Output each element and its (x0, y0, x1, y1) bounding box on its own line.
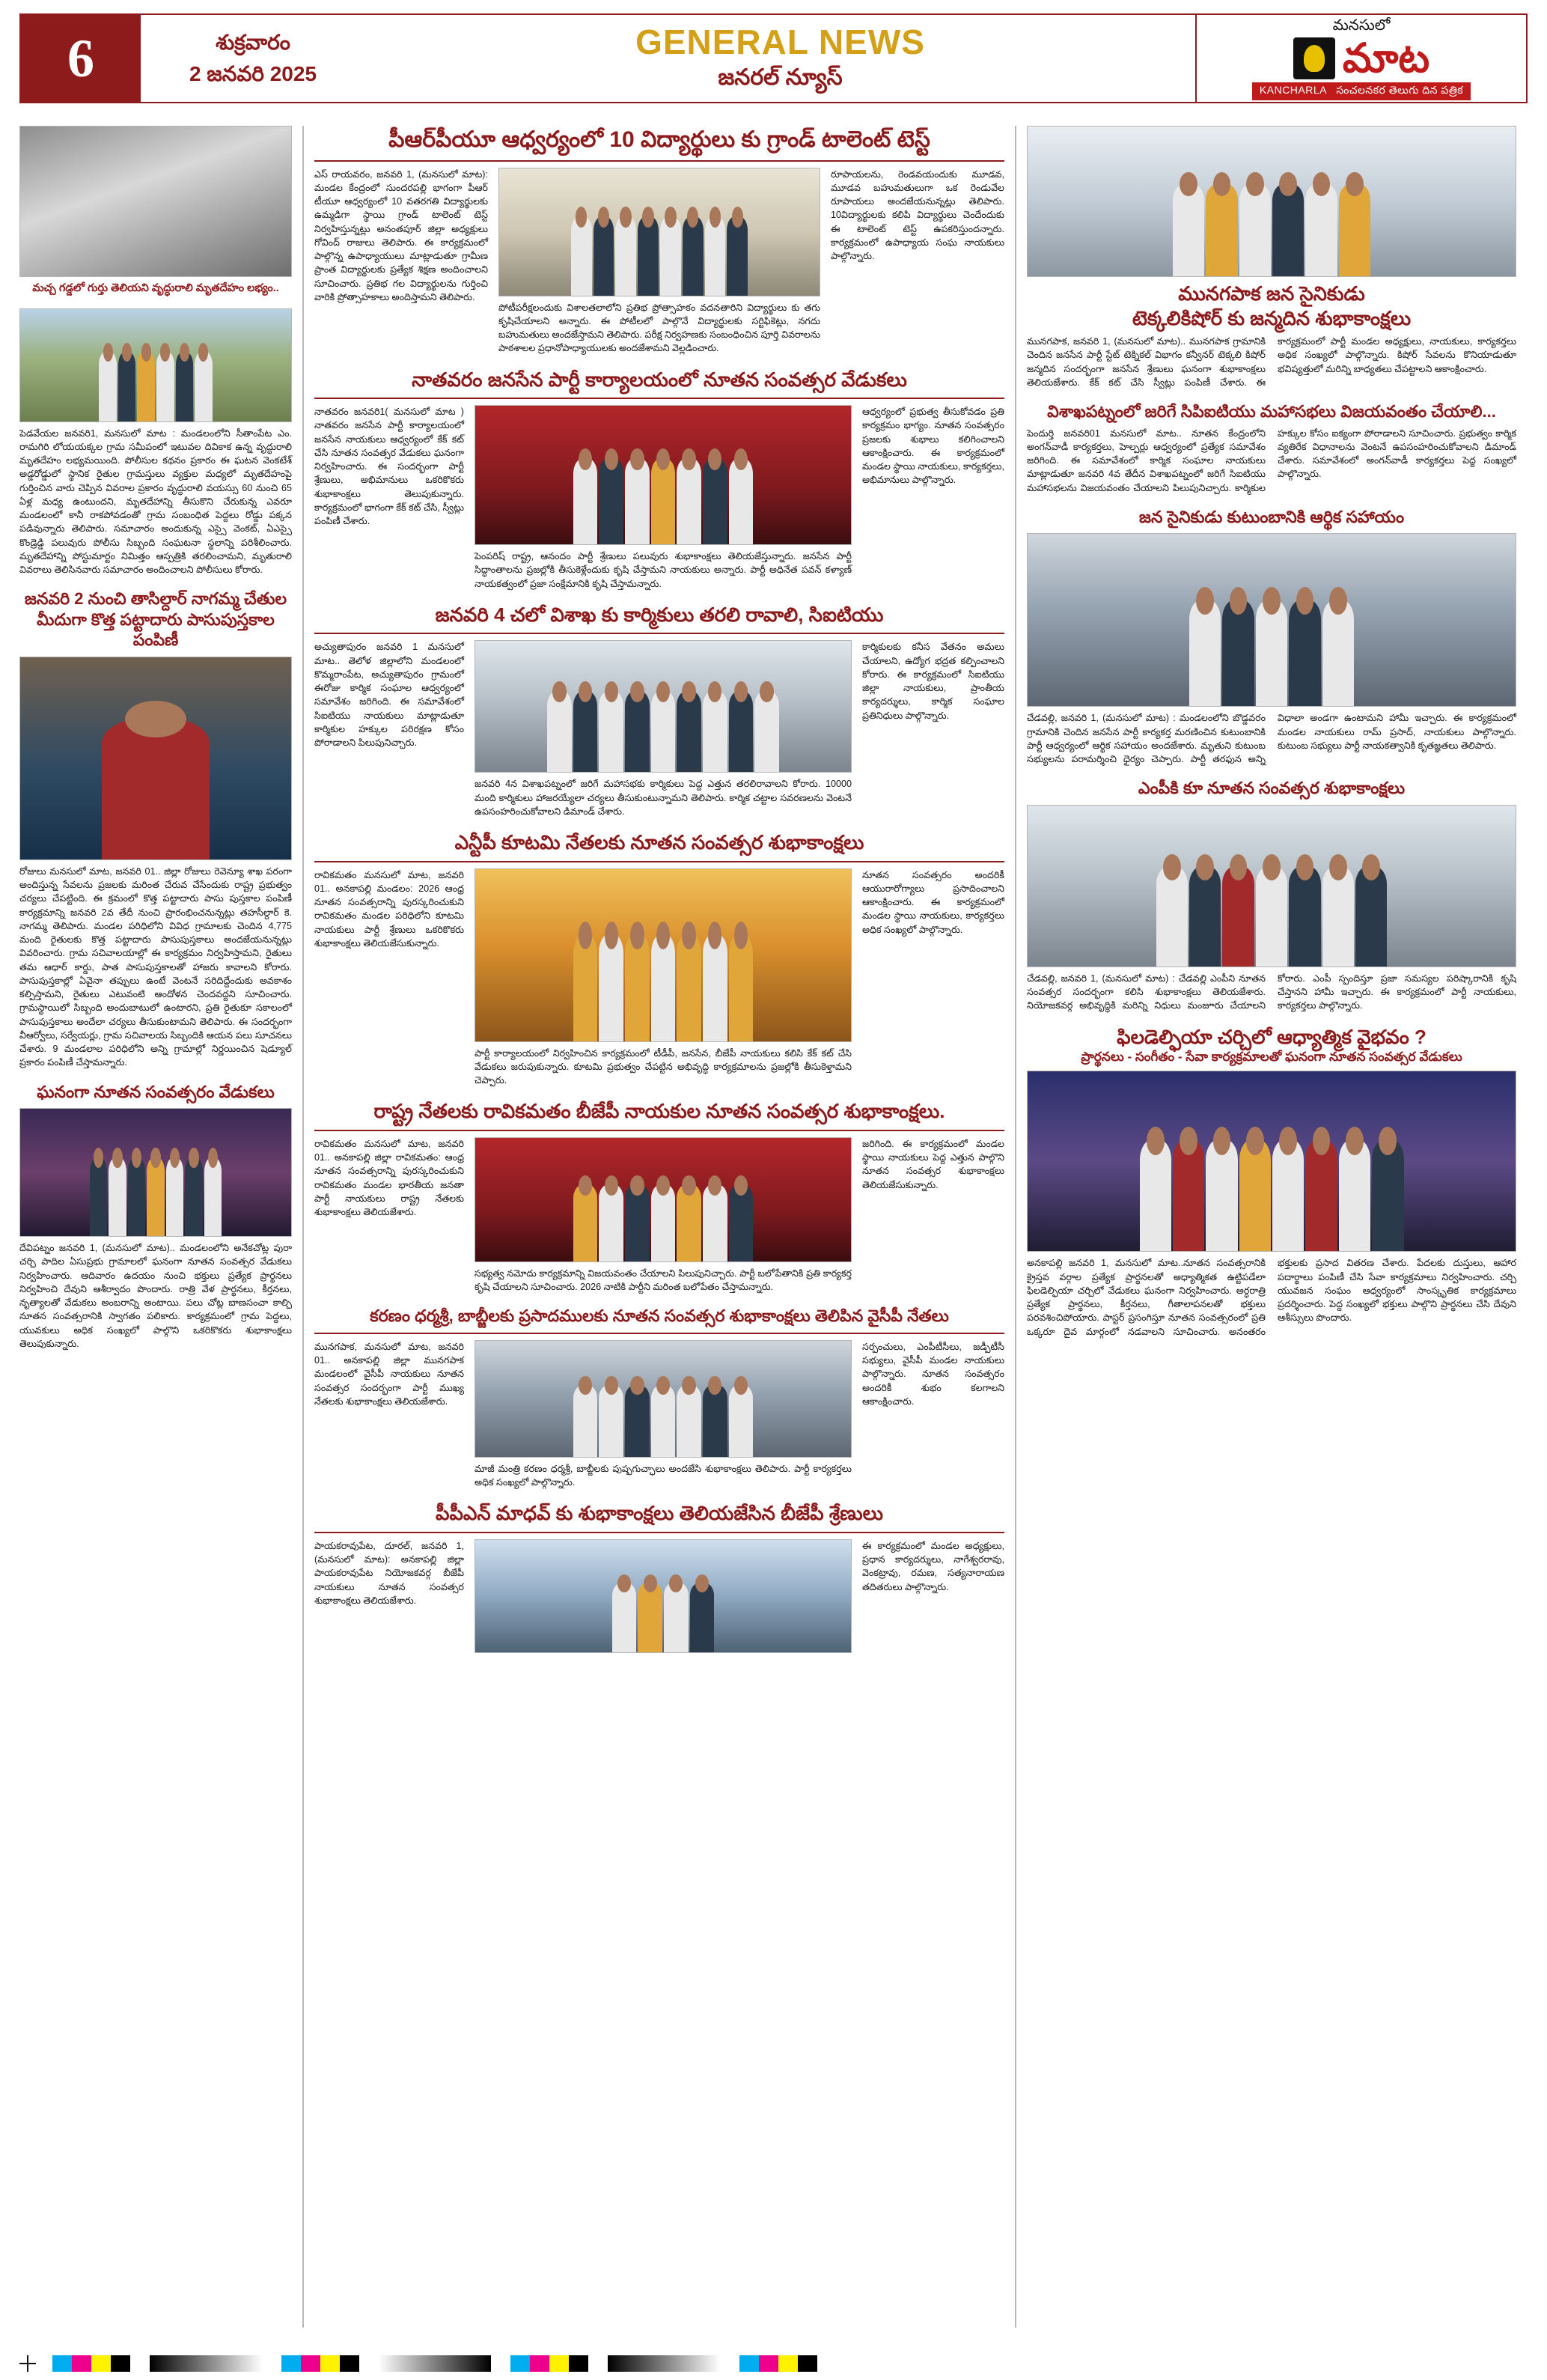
content-grid (19, 126, 1528, 2328)
philadelphia-church-photo (1027, 1071, 1516, 1252)
article-body: పోటీపరీక్షలందుకు విశాలతలాలోని ప్రతిభ ప్రోత్సాహకం వదనతారిని విద్యార్థులు కు తగు కృషిచేయాలని అన్నారు. ఈ పోటీలలో పాల్గొనే విద్యార్థులకు సర్టిఫికెట్లు, నగదు బహుమతులు అందజేస్తామని తెలిపారు. పరీక్ష నిర్వహణకు సంబంధించిన పూర్తి వివరాలను పాఠశాలల ప్రధానోపాధ్యాయులకు అందజేశామని వెల్లడించారు. (498, 302, 820, 354)
article-body: చేడవల్లి, జనవరి 1, (మనసులో మాట) : చేడవల్లి ఎంపీని నూతన సంవత్సర సందర్భంగా కలిసి శుభాకాంక్షలు తెలియజేశారు. నియోజకవర్గ అభివృద్ధికి మరిన్ని నిధులు మంజూరు చేయాలని కోరారు. ఎంపీ స్పందిస్తూ ప్రజా సమస్యల పరిష్కారానికి కృషి చేస్తానని హామీ ఇచ్చారు. ఈ కార్యక్రమంలో పార్టీ నాయకులు, కార్యకర్తలు పాల్గొన్నారు. (1027, 973, 1516, 1011)
article-body: కార్మికులకు కనీస వేతనం అమలు చేయాలని, ఉద్యోగ భద్రత కల్పించాలని కోరారు. ఈ కార్యక్రమంలో సిఐటియు జిల్లా నాయకులు, ప్రాంతీయ కార్యదర్శులు, కార్మిక సంఘాల ప్రతినిధులు పాల్గొన్నారు. (862, 642, 1004, 721)
color-patches (739, 2355, 817, 2372)
headline-rule (314, 1532, 1004, 1533)
article-body: చేడవల్లి, జనవరి 1, (మనసులో మాట) : మండలంలోని బొడ్డవరం గ్రామానికి చెందిన జనసేన పార్టీ కార్యకర్త మరణించిన కుటుంబానికి పార్టీ ఆధ్వర్యంలో ఆర్థిక సహాయం అందజేశారు. మృతుని కుటుంబ సభ్యులను పరామర్శించి ధైర్యం చెప్పారు. పార్టీ తరఫున అన్ని విధాలా అండగా ఉంటామని హామీ ఇచ్చారు. ఈ కార్యక్రమంలో మండల నాయకులు రామ్ ప్రసాద్, నాయకులు పాల్గొన్నారు. కుటుంబ సభ్యులు పార్టీ నాయకత్వానికి కృతజ్ఞతలు తెలిపారు. (1027, 713, 1516, 764)
article-body: సర్పంచులు, ఎంపీటీసీలు, జడ్పీటీసీ సభ్యులు, వైసీపీ మండల నాయకులు పాల్గొన్నారు. నూతన సంవత్సరం అందరికీ శుభం కలగాలని ఆకాంక్షించారు. (862, 1341, 1004, 1407)
article-new-year-celebration (19, 1082, 292, 1351)
headline-rule (314, 861, 1004, 862)
article-body: మునగపాక, జనవరి 1, (మనసులో మాట).. మునగపాక గ్రామానికి చెందిన జనసేన పార్టీ స్టేట్ టెక్నికల్ విభాగం కన్వీనర్ టెక్కలి కిషోర్ జన్మదిన సందర్భంగా జనసేన శ్రేణులు ఘనంగా శుభాకాంక్షలు తెలియజేశారు. కేక్ కట్ చేసి స్వీట్లు పంపిణీ చేశారు. ఈ కార్యక్రమంలో పార్టీ మండల అధ్యక్షులు, నాయకులు, కార్యకర్తలు అధిక సంఖ్యలో పాల్గొన్నారు. కిషోర్ సేవలను కొనియాడుతూ భవిష్యత్తులో మరిన్ని బాధ్యతలు చేపట్టాలని ఆకాంక్షించారు. (1027, 336, 1516, 388)
headline-rule (314, 1333, 1004, 1334)
article-body: ఆధ్వర్యంలో ప్రభుత్వ తీసుకోవడం ప్రతి కార్యక్రమం భాగ్యం. నూతన సంవత్సరం ప్రజలకు శుభాలు కలిగించాలని ఆకాంక్షించారు. ఈ కార్యక్రమంలో మండల స్థాయి నాయకులు, కార్యకర్తలు, అభిమానులు పాల్గొన్నారు. (862, 407, 1004, 486)
article-talent-test (314, 126, 1004, 356)
villagers-field-photo (19, 308, 292, 422)
article-body: పార్టీ కార్యాలయంలో నిర్వహించిన కార్యక్రమంలో టీడీపీ, జనసేన, బీజేపీ నాయకులు కలిసి కేక్ కట్ చేసి వేడుకలు జరుపుకున్నారు. కూటమి ప్రభుత్వం చేపట్టిన అభివృద్ధి కార్యక్రమాలను ప్రజల్లోకి తీసుకెళ్తామని చెప్పారు. (475, 1047, 852, 1086)
article-body: అచ్యుతాపురం జనవరి 1 మనసులో మాట.. తెలోళ జిల్లాలోని మండలంలో కొమ్మరాంపేట, అచ్యుతాపురం గ్రామంలో ఈరోజు కార్మిక సంఘాల ఆధ్వర్యంలో సమావేశం జరిగింది. ఈ సమావేశంలో సిఐటియు నాయకులు మాట్లాడుతూ కార్మికుల హక్కుల పరిరక్షణ కోసం పోరాడాలని పిలుపునిచ్చారు. (314, 642, 464, 748)
column-right (1016, 126, 1516, 2328)
article-deceased-found (19, 126, 292, 296)
logo-subtitle (1252, 82, 1471, 100)
article-body: పెందుర్తి జనవరి01 మనసులో మాట.. నూతన కేంద్రంలోని అంగన్‌వాడీ కార్యకర్తలు, హెల్పర్లు ఆధ్వర్యంలో ప్రత్యేక సమావేశం జరిగింది. ఈ సమావేశంలో కార్మిక సంఘాల నాయకులు మాట్లాడుతూ జనవరి 4వ తేదీన విశాఖపట్నంలో జరిగే సిఐటియు మహాసభలను విజయవంతం చేయాలని పిలుపునిచ్చారు. కార్మికుల హక్కుల కోసం ఐక్యంగా పోరాడాలని సూచించారు. ప్రభుత్వం కార్మిక వ్యతిరేక విధానాలను వెంటనే ఉపసంహరించుకోవాలని డిమాండ్ చేశారు. సమావేశంలో అంగన్‌వాడీ కార్యకర్తలు పెద్ద సంఖ్యలో పాల్గొన్నారు. (1027, 427, 1516, 493)
new-year-celebration-photo (19, 1108, 292, 1237)
article-citu-mahasabha (1027, 401, 1516, 495)
article-headline: విశాఖపట్నంలో జరిగే సిపిఐటియు మహాసభలు విజయవంతం చేయాలి... (1047, 402, 1496, 421)
gradient-bar (150, 2355, 262, 2372)
article-philadelphia-church (1027, 1025, 1516, 1339)
mp-greetings-photo (1027, 805, 1516, 967)
color-patches (510, 2355, 588, 2372)
article-headline-line1: మునగపాక జన సైనికుడు (1178, 282, 1365, 305)
article-headline: కరణం ధర్మశ్రీ, బాబ్జీలకు ప్రసాదములకు నూతన సంవత్సర శుభాకాంక్షలు తెలిపిన వైసీపీ నేతలు (370, 1306, 949, 1326)
article-body: మాజీ మంత్రి కరణం ధర్మశ్రీ, బాబ్జీలకు పుష్పగుచ్ఛాలు అందజేసి శుభాకాంక్షలు తెలిపారు. పార్టీ కార్యకర్తలు అధిక సంఖ్యలో పాల్గొన్నారు. (475, 1463, 852, 1488)
gradient-bar (608, 2355, 720, 2372)
article-body: దేవిపట్నం జనవరి 1, (మనసులో మాట).. మండలంలోని అనేకచోట్ల పురా చర్చి పాదిల ఏసుప్రభు గ్రామాలలో ఘనంగా నూతన సంవత్సర వేడుకలు నిర్వహించారు. ఆదివారం ఉదయం నుంచి భక్తులు ప్రత్యేక ప్రార్థనలు నిర్వహించి దేవుని ఆశీర్వాదం పొందారు. రాత్రి వేళ ప్రార్థనలు, కీర్తనలు, నృత్యాలతో వేడుకలు అంబరాన్ని అంటాయి. పలు చోట్ల బాణసంచా కాల్చి నూతన సంవత్సరానికి స్వాగతం పలికారు. కార్యక్రమంలో గ్రామ పెద్దలు, యువకులు అధిక సంఖ్యలో పాల్గొని ఒకరికొకరు శుభాకాంక్షలు తెలుపుకున్నారు. (19, 1243, 292, 1349)
article-body: పెడవేయల జనవరి1, మనసులో మాట : మండలంలోని సీతాంపేట ఎం. రామగిరి లోయయక్కల గ్రామ సమీపంలో ఇటువల దివికాక ఉన్న వృద్ధురాలి మృతదేహం లభ్యమయింది. పోలీసుల కథనం ప్రకారం ఈ ఘటన వెంకటేశ్ అడ్డరోడ్డులో స్థానిక రైతుల గ్రామస్తులు వ్యక్తుల మధ్యలో మృతదేహంపై గుర్తించిన వారు చెప్పిన వివరాల ప్రకారం వృద్ధురాలి వయస్సు 60 నుంచి 65 ఏళ్ల మధ్య ఉంటుందని, మృతదేహాన్ని తీసుకొని చేరుకున్న ఎవరూ మండలంలో కానీ రాకపోవడంతో గ్రామ సంబంధిత పెద్దలు రోడ్డు పక్కన పడివున్నారు తెలిపారు. సమాచారం అందుకున్న ఎస్సై వెంకట్, ఏఎస్సై కొండ్రెడ్డి పలువురు పోలీసు సిబ్బంది సంఘటనా స్థలాన్ని పరిశీలించారు. మృతదేహాన్ని పోస్టుమార్టం నిమిత్తం ఆస్పత్రికి తరలించామని, మృతురాలి వివరాలు తెలిసినవారు సమాచారం అందించాలని పోలీసులు కోరారు. (19, 427, 292, 576)
article-body: రావికమతం మనసులో మాట, జనవరి 01.. అనకాపల్లి జిల్లా రావికమతం: ఆంధ్ర నూతన సంవత్సరాన్ని పురస్కరించుకుని రావికమతం మండల భారతీయ జనతా పార్టీ నాయకులు రాష్ట్ర నేతలకు శుభాకాంక్షలు తెలియజేశారు. (314, 1138, 464, 1217)
date-text: 2 జనవరి 2025 (189, 62, 317, 85)
article-headline: ఎంపీకి కూ నూతన సంవత్సర శుభాకాంక్షలు (1138, 779, 1406, 798)
article-headline: పీపీఎన్ మాధవ్ కు శుభాకాంక్షలు తెలియజేసిన బీజేపీ శ్రేణులు (435, 1502, 884, 1525)
munagapaka-jansainik-photo (1027, 126, 1516, 277)
article-headline: ఫిలడెల్ఫియా చర్చిలో ఆధ్యాత్మిక వైభవం ? (1117, 1025, 1427, 1048)
article-body: నాతవరం జనవరి1( మనసులో మాట ) నాతవరం జనసేన పార్టీ కార్యాలయంలో జనసేన నాయకులు ఆధ్వర్యంలో కేక్ కట్ చేసి నూతన సంవత్సర వేడుకలు ఘనంగా నిర్వహించారు. ఈ సందర్భంగా పార్టీ శ్రేణులు, అభిమానులు ఒకరికొకరు శుభాకాంక్షలు తెలుపుకున్నారు. కార్యక్రమంలో భాగంగా కేక్ కట్ చేసి, స్వీట్లు పంపిణీ చేశారు. (314, 407, 464, 526)
article-headline-line2: టెక్కలికిషోర్ కు జన్మదిన శుభాకాంక్షలు (1132, 306, 1412, 329)
ycp-leaders-greetings-photo (475, 1340, 852, 1458)
article-body: పెంపరిష్ రాష్ట్ర, ఆనందం పార్టీ శ్రేణులు పలువురు శుభాకాంక్షలు తెలియజేస్తున్నారు. జనసేన పార్టీ సిద్ధాంతాలను ప్రజల్లోకి తీసుకెళ్లేందుకు కృషి చేస్తామని నాయకులు అన్నారు. పార్టీ అధినేత పవన్ కళ్యాణ్ నాయకత్వంలో ప్రజా సంక్షేమానికి కృషి చేస్తామన్నారు. (475, 551, 852, 589)
article-body: రావికమతం మనసులో మాట, జనవరి 01.. అనకాపల్లి మండలం: 2026 ఆంధ్ర నూతన సంవత్సరాన్ని పురస్కరించుకుని రావికమతం మండల పరిధిలోని కూటమి నాయకులు పార్టీ శ్రేణులు ఒకరికొకరు శుభాకాంక్షలు తెలియజేసుకున్నారు. (314, 869, 464, 949)
logo-main-text: మాట (1342, 35, 1430, 81)
headline-rule (314, 633, 1004, 634)
headline-rule (314, 160, 1004, 162)
janasena-office-celebration-photo (475, 405, 852, 545)
color-patches (281, 2355, 359, 2372)
article-body: ఎస్ రాయవరం, జనవరి 1, (మనసులో మాట): మండల కేంద్రంలో సుందరపల్లి భాగంగా పీఆర్ టీయూ ఆధ్వర్యంలో 10 వతరగతి విద్యార్థులకు ఉమ్మడిగా స్థాయి గ్రాండ్ టాలెంట్ టెస్ట్ నిర్వహిస్తున్నట్లు అనంతపూర్ జిల్లా అధ్యక్షులు గోవింద్ రాజులు తెలిపారు. ఈ కార్యక్రమంలో పాల్గొన్న ఉపాధ్యాయులు మాట్లాడుతూ గ్రామీణ ప్రాంత విద్యార్థులకు ప్రత్యేక శిక్షణ అందించాలని సూచించారు. ప్రతిభ గల విద్యార్థులను గుర్తించి వారికి ప్రోత్సాహకాలు అందిస్తామని తెలిపారు. (314, 168, 488, 302)
article-body: నూతన సంవత్సరం అందరికీ ఆయురారోగ్యాలు ప్రసాదించాలని ఆకాంక్షించారు. ఈ కార్యక్రమంలో మండల స్థాయి నాయకులు, కార్యకర్తలు అధిక సంఖ్యలో పాల్గొన్నారు. (862, 869, 1004, 935)
citu-protest-banner-photo (475, 640, 852, 773)
registration-mark-icon (19, 2355, 36, 2372)
article-citu-visakha (314, 603, 1004, 818)
print-color-bar (0, 2347, 1547, 2380)
photo-caption: మచ్చ గడ్డలో గుర్తు తెలియని వృద్ధురాలి మృతదేహం లభ్యం.. (32, 282, 279, 294)
article-kishore-birthday (1027, 126, 1516, 389)
logo-mark-icon (1293, 37, 1335, 79)
bjp-new-year-photo (475, 1137, 852, 1262)
article-ycp-greetings (314, 1306, 1004, 1489)
article-headline: జనవరి 4 చలో విశాఖ కు కార్మికులు తరలి రావాలి, సిఐటియు (435, 603, 884, 626)
article-body: రూపాయలను, రెండవయందుకు మూడవ, మూడవ బహుమతులుగా ఒక రెండువేల రూపాయలు అందజేయనున్నట్లు తెలిపారు. 10విద్యార్థులకు కలిపి విద్యార్థులు చెందేందుకు ఈ టాలెంట్ టెస్ట్ ఉపకరిస్తుందన్నారు. కార్యక్రమంలో ఉపాధ్యాయ సంఘ నాయకులు పాల్గొన్నారు. (831, 168, 1004, 261)
headline-rule (314, 398, 1004, 399)
deceased-body-photo (19, 126, 292, 277)
page-number: 6 (21, 15, 141, 102)
article-headline: ఎన్టీపీ కూటమి నేతలకు నూతన సంవత్సర శుభాకాంక్షలు (454, 831, 864, 853)
article-headline: నాతవరం జనసేన పార్టీ కార్యాలయంలో నూతన సంవత్సర వేడుకలు (412, 368, 907, 391)
article-janasena-office (314, 368, 1004, 591)
article-villagers (19, 308, 292, 577)
weekday-text: శుక్రవారం (216, 31, 290, 54)
article-body: ఈ కార్యక్రమంలో మండల అధ్యక్షులు, ప్రధాన కార్యదర్శులు, నాగేశ్వరరావు, వెంకట్రావు, రమణ, సత్యనారాయణ తదితరులు పాల్గొన్నారు. (862, 1540, 1004, 1592)
talent-test-banner-photo (498, 168, 820, 296)
article-ppn-madhav (314, 1501, 1004, 1653)
tdp-alliance-greetings-photo (475, 868, 852, 1042)
financial-help-photo (1027, 533, 1516, 707)
article-headline: పీఆర్‌పీయూ ఆధ్వర్యంలో 10 విద్యార్థులు కు గ్రాండ్ టాలెంట్ టెస్ట్ (388, 127, 930, 152)
newspaper-page (0, 13, 1547, 2380)
article-body: సభ్యత్వ నమోదు కార్యక్రమాన్ని విజయవంతం చేయాలని పిలుపునిచ్చారు. పార్టీ బలోపేతానికి ప్రతి కార్యకర్త కృషి చేయాలని సూచించారు. 2026 నాటికి పార్టీని మరింత బలోపేతం చేస్తామన్నారు. (475, 1267, 852, 1292)
article-tdp-alliance (314, 830, 1004, 1087)
section-title-telugu: జనరల్ న్యూస్ (718, 64, 843, 90)
article-body: జరిగింది. ఈ కార్యక్రమంలో మండల స్థాయి నాయకులు పెద్ద ఎత్తున పాల్గొని నూతన సంవత్సర శుభాకాంక్షలు తెలియజేసుకున్నారు. (862, 1138, 1004, 1190)
logo-top-text: మనసులో (1332, 16, 1391, 34)
tahsildar-portrait-photo (19, 657, 292, 860)
logo-brand-text: KANCHARLA (1259, 83, 1327, 96)
article-headline: రాష్ట్ర నేతలకు రావికమతం బీజేపీ నాయకుల నూతన సంవత్సర శుభాకాంక్షలు. (373, 1100, 945, 1123)
gradient-bar (379, 2355, 491, 2372)
article-financial-help (1027, 507, 1516, 767)
article-headline: ఘనంగా నూతన సంవత్సరం వేడుకలు (37, 1082, 275, 1101)
section-title-english: GENERAL NEWS (635, 22, 925, 61)
ppn-madhav-greetings-photo (475, 1539, 852, 1653)
article-subheadline: ప్రార్థనలు - సంగీతం - సేవా కార్యక్రమాలతో ఘనంగా నూతన సంవత్సర వేడుకలు (1081, 1050, 1462, 1064)
masthead (19, 13, 1528, 103)
article-headline: జన సైనికుడు కుటుంబానికి ఆర్థిక సహాయం (1138, 507, 1405, 526)
column-center (304, 126, 1015, 2328)
article-body: మునగపాక, మనసులో మాట, జనవరి 01.. అనకాపల్లి జిల్లా మునగపాక మండలంలో వైసీపీ నాయకులు నూతన సంవత్సర సందర్భంగా పార్టీ ముఖ్య నేతలకు శుభాకాంక్షలు తెలియజేశారు. (314, 1341, 464, 1407)
article-bjp-greetings (314, 1099, 1004, 1294)
article-mp-greetings (1027, 778, 1516, 1012)
column-left (19, 126, 302, 2328)
publication-logo (1195, 15, 1526, 102)
section-title (365, 15, 1195, 102)
headline-rule (314, 1130, 1004, 1131)
article-body: రోజులు మనసులో మాట, జనవరి 01.. జిల్లా రోజులు రెవెన్యూ శాఖ పరంగా అందిస్తున్న సేవలను ప్రజలకు మరింత చేరువ చేసేందుకు రాష్ట్ర ప్రభుత్వం చర్యలు చేపట్టింది. ఈ క్రమంలో కొత్త పట్టాదారు పాసు పుస్తకాల పంపిణీ కార్యక్రమాన్ని జనవరి 2వ తేదీ నుంచి ప్రారంభించనున్నట్లు తహసీల్దార్ కె. నాగమ్మ తెలిపారు. మండల పరిధిలోని వివిధ గ్రామాలకు చెందిన 4,775 మంది రైతులకు కొత్త పట్టాదారు పాసుపుస్తకాలు అందజేయనున్నట్లు వివరించారు. గ్రామ సచివాలయాల్లో ఈ కార్యక్రమం నిర్వహిస్తామని, రైతులు తమ ఆధార్ కార్డు, పాత పాసుపుస్తకాలతో హాజరు కావాలని కోరారు. పాసుపుస్తకాల్లో ఏవైనా తప్పులు ఉంటే వెంటనే సరిదిద్దేందుకు అవకాశం కల్పిస్తామని, రైతులు ఎటువంటి ఆందోళన చెందవద్దని సూచించారు. గ్రామస్థాయిలో సిబ్బంది అందుబాటులో ఉంటారని, ప్రతి రైతుకూ సకాలంలో పాసుపుస్తకాలు అందేలా చర్యలు తీసుకుంటామని తెలిపారు. ఈ సందర్భంగా వీఆర్వోలు, సర్వేయర్లు, గ్రామ సచివాలయ సిబ్బందికి ఆయన పలు సూచనలు చేశారు. 9 మండలాల పరిధిలోని అన్ని గ్రామాల్లో నిర్ణయించిన షెడ్యూల్ ప్రకారం పంపిణీ చేస్తామన్నారు. (19, 865, 292, 1068)
article-pattadar-books (19, 588, 292, 1069)
article-body: జనవరి 4న విశాఖపట్నంలో జరిగే మహాసభకు కార్మికులు పెద్ద ఎత్తున తరలిరావాలని కోరారు. 10000 మంది కార్మికులు హాజరయ్యేలా చర్యలు తీసుకుంటున్నామని తెలిపారు. కార్మిక చట్టాల సవరణలను వెంటనే ఉపసంహరించుకోవాలని డిమాండ్ చేశారు. (475, 779, 852, 817)
article-body: అనకాపల్లి జనవరి 1, మనసులో మాట..నూతన సంవత్సరానికి క్రైస్తవ వర్గాల ప్రత్యేక ప్రార్థనలతో అధ్యాత్మికత ఉట్టిపడేలా ఫిలడెల్ఫియా చర్చిలో వేడుకలు ఘనంగా నిర్వహించారు. అర్ధరాత్రి ప్రత్యేక ప్రార్థనలు, కీర్తనలు, గీతాలాపనలతో భక్తులు పరవశించిపోయారు. పాస్టర్ ప్రసంగిస్తూ నూతన సంవత్సరంలో ప్రతి ఒక్కరూ దైవ మార్గంలో నడవాలని సూచించారు. అనంతరం భక్తులకు ప్రసాద వితరణ చేశారు. పేదలకు దుస్తులు, ఆహార పదార్థాలు పంపిణీ చేసి సేవా కార్యక్రమాలు నిర్వహించారు. చర్చి యువజన సంఘం ఆధ్వర్యంలో సాంస్కృతిక కార్యక్రమాలు ప్రదర్శించారు. పెద్ద సంఖ్యలో భక్తులు పాల్గొని ప్రార్థనలు చేసి దేవుని ఆశీస్సులు పొందారు. (1027, 1258, 1516, 1337)
article-body: పాయకరావుపేట, దూరల్, జనవరి 1, (మనసులో మాట): అనకాపల్లి జిల్లా పాయకరావుపేట నియోజకవర్గ బీజేపీ నాయకులు నూతన సంవత్సర శుభాకాంక్షలు తెలియజేశారు. (314, 1540, 464, 1606)
color-patches (52, 2355, 130, 2372)
date-block (141, 15, 365, 102)
article-headline: జనవరి 2 నుంచి తాసిల్దార్ నాగమ్మ చేతుల మీదుగా కొత్త పట్టాదారు పాసుపుస్తకాల పంపిణీ (24, 589, 287, 650)
logo-tagline-text: సంచలనకర తెలుగు దిన పత్రిక (1336, 83, 1464, 96)
